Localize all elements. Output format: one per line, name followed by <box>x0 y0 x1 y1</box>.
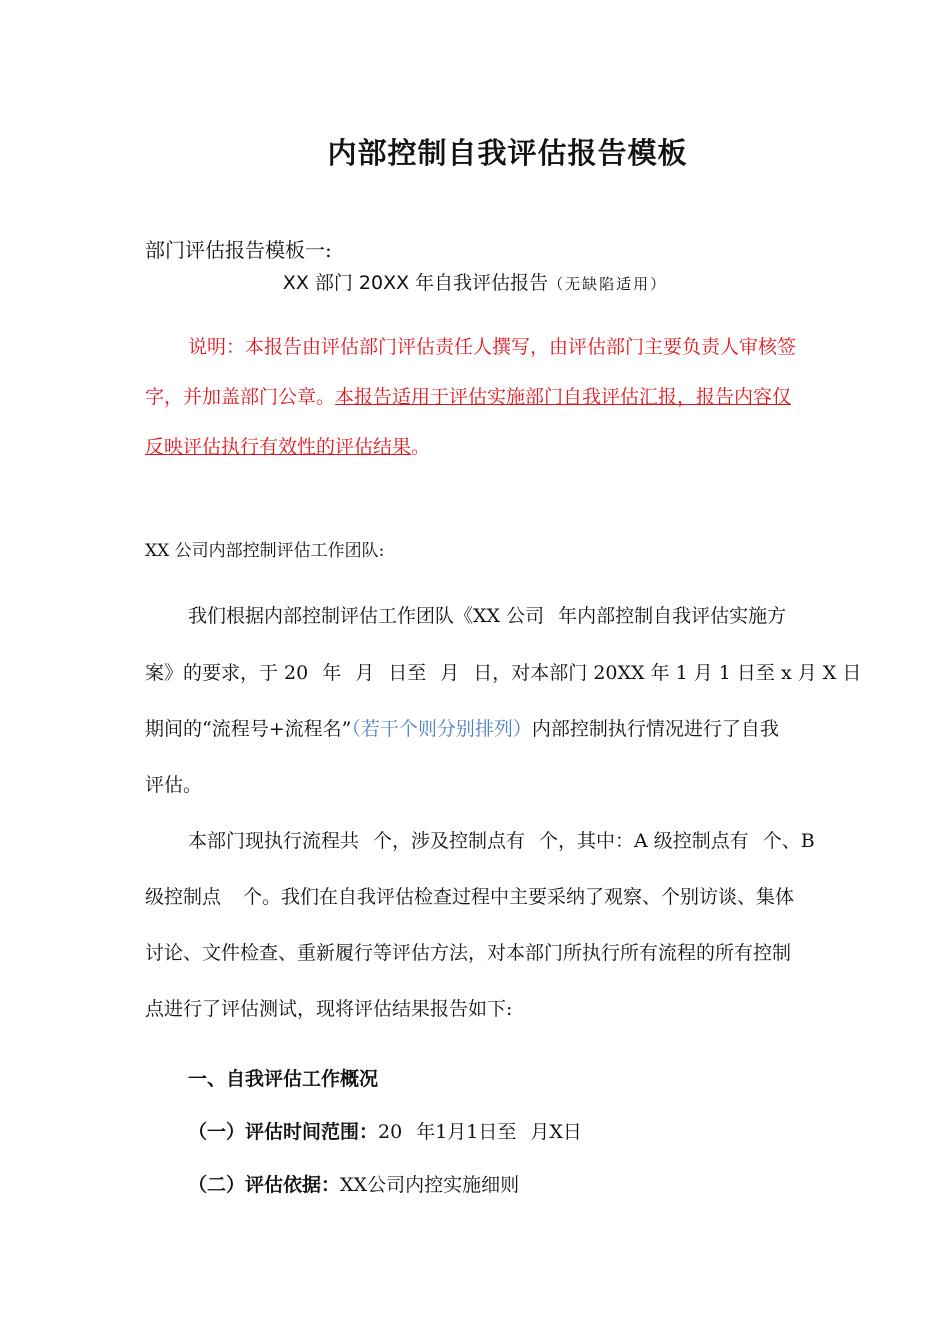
para1-line-3 <box>145 714 779 741</box>
template-label: 部门评估报告模板一: <box>145 238 332 262</box>
section-1-item-1 <box>188 1117 582 1144</box>
note-line-3 <box>145 432 430 459</box>
note-line-2-plain: 字，并加盖部门公章。 <box>145 386 336 408</box>
para1-line-2-c: 月 <box>355 662 375 684</box>
section-1-heading: 一、自我评估工作概况 <box>188 1068 379 1090</box>
para2-line-2-a: 级控制点 <box>145 886 222 908</box>
para2-line-1-a: 本部门现执行流程共 <box>188 830 360 852</box>
para2-line-3: 讨论、文件检查、重新履行等评估方法，对本部门所执行所有流程的所有控制 <box>145 942 792 964</box>
para2-line-1-c: 个，其中：A 级控制点有 <box>539 830 749 852</box>
document-title: 内部控制自我评估报告模板 <box>327 136 688 170</box>
item-1-label: （一）评估时间范围： <box>188 1121 379 1143</box>
para2-line-4: 点进行了评估测试，现将评估结果报告如下: <box>145 998 513 1020</box>
para1-line-2-b: 年 <box>322 662 342 684</box>
salutation: XX 公司内部控制评估工作团队: <box>145 541 385 561</box>
para1-line-3-b: 内部控制执行情况进行了自我 <box>531 718 779 740</box>
item-1-value-b: 年1月1日至 <box>416 1121 517 1143</box>
report-subtitle <box>0 268 950 295</box>
para1-line-2-d: 日至 <box>388 662 427 684</box>
note-line-2 <box>145 382 791 409</box>
note-line-1: 说明：本报告由评估部门评估责任人撰写，由评估部门主要负责人审核签 <box>188 336 797 358</box>
para1-line-2 <box>145 658 861 685</box>
note-line-3-period: 。 <box>411 436 431 458</box>
section-1-item-2 <box>188 1170 519 1197</box>
para1-line-2-f: 日，对本部门 20XX 年 1 月 1 日至 x 月 X 日 <box>473 662 862 684</box>
para1-line-4: 评估。 <box>145 774 203 796</box>
item-2-label: （二）评估依据： <box>188 1174 341 1196</box>
para2-line-1 <box>188 826 815 853</box>
para2-line-2-b: 个。我们在自我评估检查过程中主要采纳了观察、个别访谈、集体 <box>243 886 795 908</box>
para1-line-3-blue: （若干个则分别排列） <box>351 718 532 740</box>
note-line-3-underlined: 反映评估执行有效性的评估结果 <box>145 436 412 458</box>
item-1-value-c: 月X日 <box>530 1121 582 1143</box>
para1-line-1-a: 我们根据内部控制评估工作团队《XX 公司 <box>188 605 545 627</box>
subtitle-main: XX 部门 20XX 年自我评估报告 <box>282 272 549 294</box>
para1-line-3-a: 期间的“流程号+流程名” <box>145 718 352 740</box>
para2-line-2 <box>145 882 794 909</box>
para2-line-1-d: 个、B <box>762 830 815 852</box>
para1-line-2-a: 案》的要求，于 20 <box>145 662 309 684</box>
para1-line-1-b: 年内部控制自我评估实施方 <box>558 605 787 627</box>
para2-line-1-b: 个，涉及控制点有 <box>373 830 526 852</box>
note-line-2-underlined: 本报告适用于评估实施部门自我评估汇报，报告内容仅 <box>335 386 792 408</box>
item-1-value-a: 20 <box>378 1121 403 1143</box>
para1-line-2-e: 月 <box>440 662 460 684</box>
item-2-value: XX公司内控实施细则 <box>340 1174 520 1196</box>
para1-line-1 <box>188 601 786 628</box>
subtitle-note: （无缺陷适用） <box>548 275 668 293</box>
